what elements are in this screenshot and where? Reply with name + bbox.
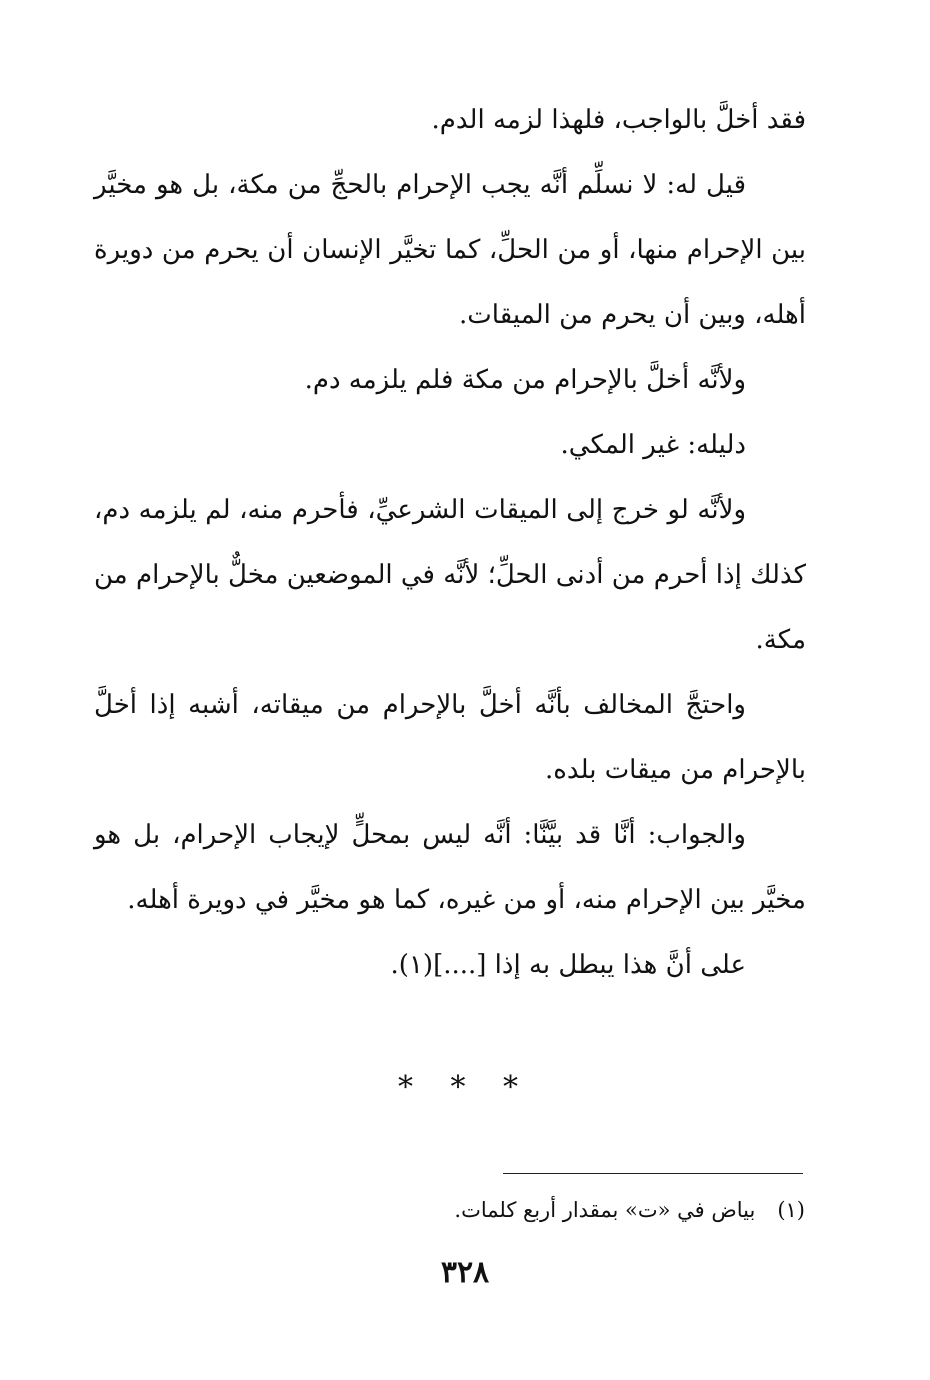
paragraph: قيل له: لا نسلِّم أنَّه يجب الإحرام بالحجِّ من مكة، بل هو مخيَّر بين الإحرام منها، أو من الحلِّ، كما تخيَّر الإنسان أن يحرم من دويرة أهله، وبين أن يحرم من الميقات. xyxy=(94,170,806,330)
paragraph: على أنَّ هذا يبطل به إذا [....](١). xyxy=(390,950,746,980)
paragraph: دليله: غير المكي. xyxy=(560,430,746,460)
page-number: ٣٢٨ xyxy=(440,1255,490,1290)
footnote-number: (١) xyxy=(777,1198,805,1222)
footnote xyxy=(300,1192,805,1228)
paragraph: والجواب: أنَّا قد بيَّنَّا: أنَّه ليس بمحلٍّ لإيجاب الإحرام، بل هو مخيَّر بين الإحرام منه، أو من غيره، كما هو مخيَّر في دويرة أهله. xyxy=(94,820,806,915)
paragraph: واحتجَّ المخالف بأنَّه أخلَّ بالإحرام من ميقاته، أشبه إذا أخلَّ بالإحرام من ميقات بلده. xyxy=(94,690,806,785)
section-separator: * * * xyxy=(397,1070,533,1105)
paragraph: فقد أخلَّ بالواجب، فلهذا لزمه الدم. xyxy=(431,105,806,135)
paragraph: ولأنَّه أخلَّ بالإحرام من مكة فلم يلزمه دم. xyxy=(304,365,746,395)
main-text xyxy=(94,88,806,998)
paragraph: ولأنَّه لو خرج إلى الميقات الشرعيِّ، فأحرم منه، لم يلزمه دم، كذلك إذا أحرم من أدنى الحلِّ؛ لأنَّه في الموضعين مخلٌّ بالإحرام من مكة. xyxy=(94,495,806,655)
footnote-text: بياض في «ت» بمقدار أربع كلمات. xyxy=(454,1198,756,1222)
footnote-divider xyxy=(503,1173,803,1174)
